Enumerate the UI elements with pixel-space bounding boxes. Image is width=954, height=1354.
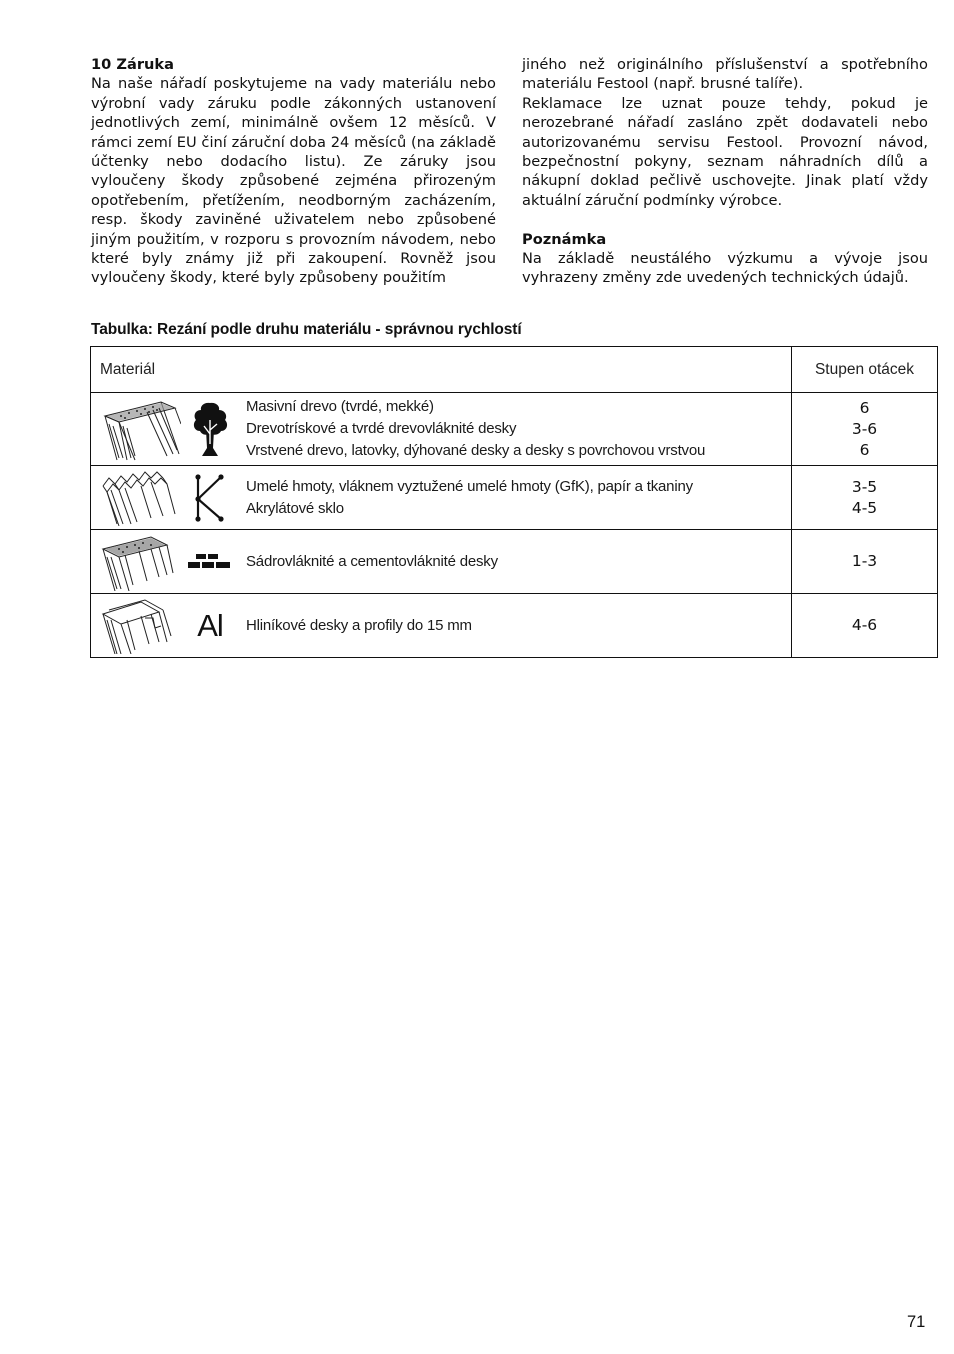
speed-value: 1-3 (851, 552, 878, 570)
speed-cell (792, 466, 938, 530)
material-line: Hliníkové desky a profily do 15 mm (246, 616, 472, 634)
material-line: Masivní drevo (tvrdé, mekké) (246, 398, 434, 415)
note-heading: Poznámka (522, 230, 607, 248)
table-row (91, 393, 938, 466)
warranty-heading: 10 Záruka (91, 56, 174, 73)
speed-value: 6 (859, 440, 870, 459)
speed-cell (792, 393, 938, 466)
speed-value: 6 (859, 398, 870, 417)
speed-cell (792, 530, 938, 594)
header-material: Materiál (91, 347, 792, 393)
material-line: Akrylátové sklo (246, 499, 344, 517)
left-column (91, 55, 496, 288)
aluminium-icon (185, 608, 235, 644)
corrugated-sheet-icon (101, 470, 181, 526)
material-line: Drevotrískové a tvrdé drevovláknité desky (246, 420, 517, 437)
warranty-body-part2: jiného než originálního příslušenství a spotřebního materiálu Festool (např. brusné talíře). (522, 56, 928, 93)
header-speed: Stupen otácek (792, 347, 938, 393)
fibreboard-icon (101, 533, 181, 591)
material-cell (91, 530, 792, 594)
material-line: Sádrovláknité a cementovláknité desky (246, 552, 498, 570)
aluminium-profile-icon (101, 598, 181, 654)
speed-value: 3-5 (851, 477, 878, 496)
table-row (91, 466, 938, 530)
right-column (522, 55, 928, 288)
material-cell (91, 594, 792, 658)
table-title: Tabulka: Rezání podle druhu materiálu - správnou rychlostí (91, 321, 522, 338)
note-body: Na základě neustálého výzkumu a vývoje jsou vyhrazeny změny zde uvedených technických údajů. (522, 250, 928, 287)
material-cell (91, 466, 792, 530)
speed-value: 4-6 (851, 616, 878, 634)
warranty-body-part1: Na naše nářadí poskytujeme na vady materiálu nebo výrobní vady záruku podle zákonných ustanovení jednotlivých zemí, minimálně ovšem 12 měsíců. V rámci zemí EU činí záruční doba 24 měsíců (na základě účtenky nebo dodacího listu). Ze záruky jsou vyloučeny škody způsobené zejména přirozeným opotřebením, přetížením, neodborným zacházením, resp. škody zaviněné uživatelem nebo způsobené jiným použitím, v rozporu s provozním návodem, nebo které byly známy již při zakoupení. Rovněž jsou vyloučeny škody, které byly způsobeny použitím (91, 75, 496, 287)
page-number: 71 (907, 1313, 926, 1331)
plastic-k-icon (185, 473, 235, 523)
warranty-claims: Reklamace lze uznat pouze tehdy, pokud je nerozebrané nářadí zasláno zpět dodavateli nebo autorizovanému servisu Festool. Provozní návod, bezpečnostní pokyny, seznam náhradních dílů a nákupní doklad pečlivě uschovejte. Jinak platí vždy aktuální záruční podmínky výrobce. (522, 94, 928, 209)
speed-value: 3-6 (851, 419, 878, 438)
speed-cell (792, 594, 938, 658)
bricks-icon (185, 554, 235, 570)
table-row (91, 530, 938, 594)
material-line: Umelé hmoty, vláknem vyztužené umelé hmoty (GfK), papír a tkaniny (246, 477, 693, 495)
speed-value: 4-5 (851, 498, 878, 517)
table-header-row (91, 347, 938, 393)
material-speed-table (90, 346, 938, 658)
table-row (91, 594, 938, 658)
tree-icon (185, 400, 235, 458)
material-line: Vrstvené drevo, latovky, dýhované desky a desky s povrchovou vrstvou (246, 442, 706, 459)
material-cell (91, 393, 792, 466)
aluminium-symbol: Al (197, 607, 223, 643)
wood-board-icon (101, 396, 181, 462)
